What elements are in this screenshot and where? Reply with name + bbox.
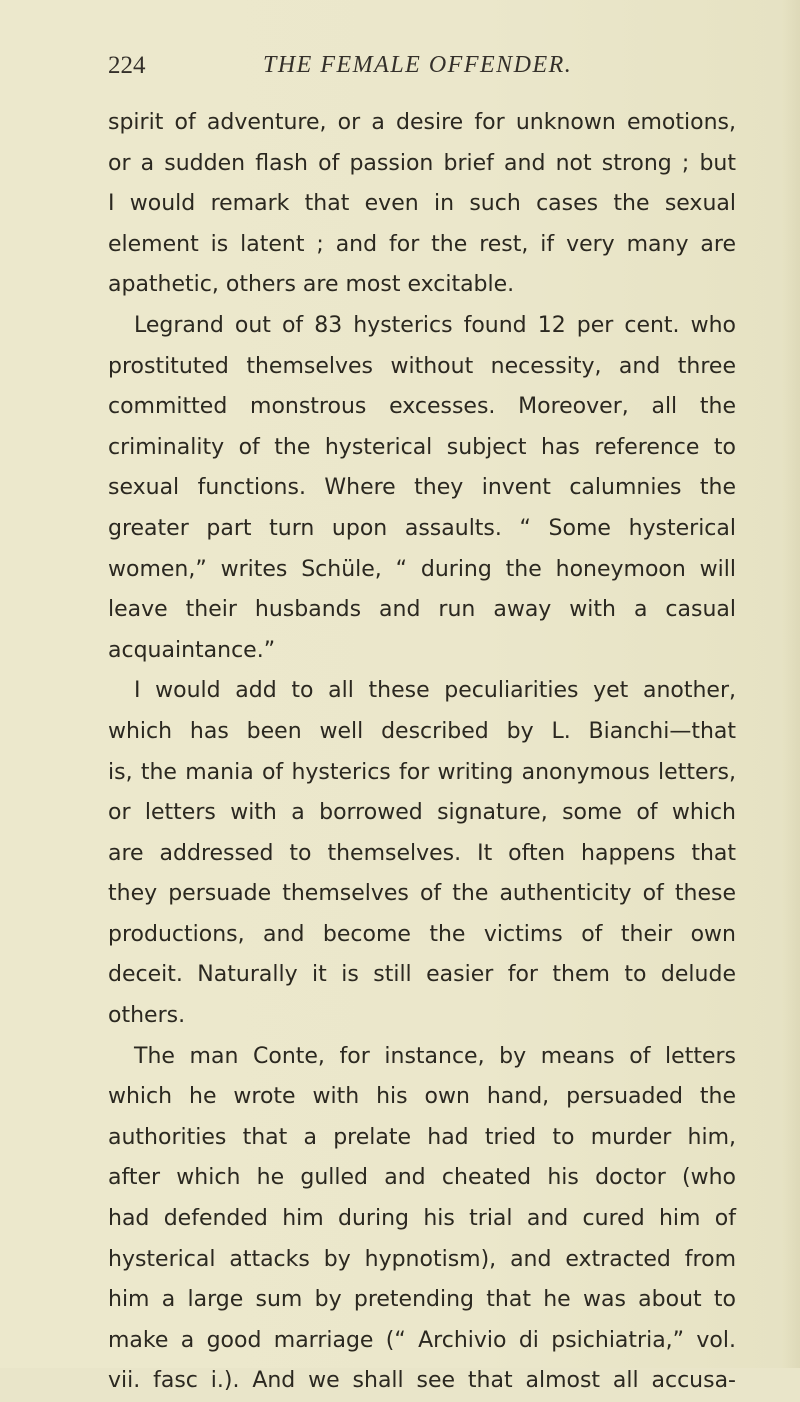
text-line: which has been well described by L. Bianchi—that (108, 718, 736, 744)
text-line: criminality of the hysterical subject has reference to (108, 434, 736, 460)
text-line: which he wrote with his own hand, persuaded the (108, 1084, 736, 1110)
text-line: had defended him during his trial and cured him of (108, 1206, 736, 1232)
text-line: is, the mania of hysterics for writing anonymous letters, (108, 759, 736, 785)
text-line: productions, and become the victims of their own (108, 921, 736, 947)
text-line: or letters with a borrowed signature, some of which (108, 800, 736, 826)
text-line: sexual functions. Where they invent calumnies the (108, 475, 736, 501)
text-line: vii. fasc i.). And we shall see that almost all accusa- (108, 1368, 736, 1394)
text-line: committed monstrous excesses. Moreover, all the (108, 394, 736, 420)
text-line: authorities that a prelate had tried to murder him, (108, 1124, 736, 1150)
text-line: him a large sum by pretending that he was about to (108, 1287, 736, 1313)
text-line: prostituted themselves without necessity, and three (108, 353, 736, 379)
text-line: women,” writes Schüle, “ during the honeymoon will (108, 556, 736, 582)
text-line: apathetic, others are most excitable. (108, 272, 515, 298)
paragraph-start-line: Legrand out of 83 hysterics found 12 per cent. who (134, 312, 736, 338)
text-line: hysterical attacks by hypnotism), and extracted from (108, 1246, 736, 1272)
text-line: others. (108, 1003, 186, 1029)
page-number: 224 (108, 52, 146, 79)
text-line: I would remark that even in such cases the sexual (108, 191, 736, 217)
page-header (108, 52, 736, 86)
text-line: after which he gulled and cheated his doctor (who (108, 1165, 736, 1191)
paragraph-start-line: The man Conte, for instance, by means of letters (134, 1043, 736, 1069)
text-line: deceit. Naturally it is still easier for them to delude (108, 962, 736, 988)
running-title: THE FEMALE OFFENDER. (263, 52, 573, 78)
text-line: greater part turn upon assaults. “ Some hysterical (108, 515, 736, 541)
text-line: spirit of adventure, or a desire for unknown emotions, (108, 110, 736, 135)
text-line: acquaintance.” (108, 637, 276, 663)
text-line: element is latent ; and for the rest, if very many are (108, 231, 736, 257)
body-text (108, 103, 736, 1402)
text-line: make a good marriage (“ Archivio di psichiatria,” vol. (108, 1327, 736, 1353)
text-line: they persuade themselves of the authenticity of these (108, 881, 736, 907)
page-edge-shadow (782, 0, 800, 1368)
text-line: are addressed to themselves. It often happens that (108, 840, 736, 866)
text-line: or a sudden flash of passion brief and not strong ; but (108, 150, 736, 176)
paragraph-start-line: I would add to all these peculiarities yet another, (134, 678, 736, 704)
text-line: leave their husbands and run away with a casual (108, 597, 736, 623)
